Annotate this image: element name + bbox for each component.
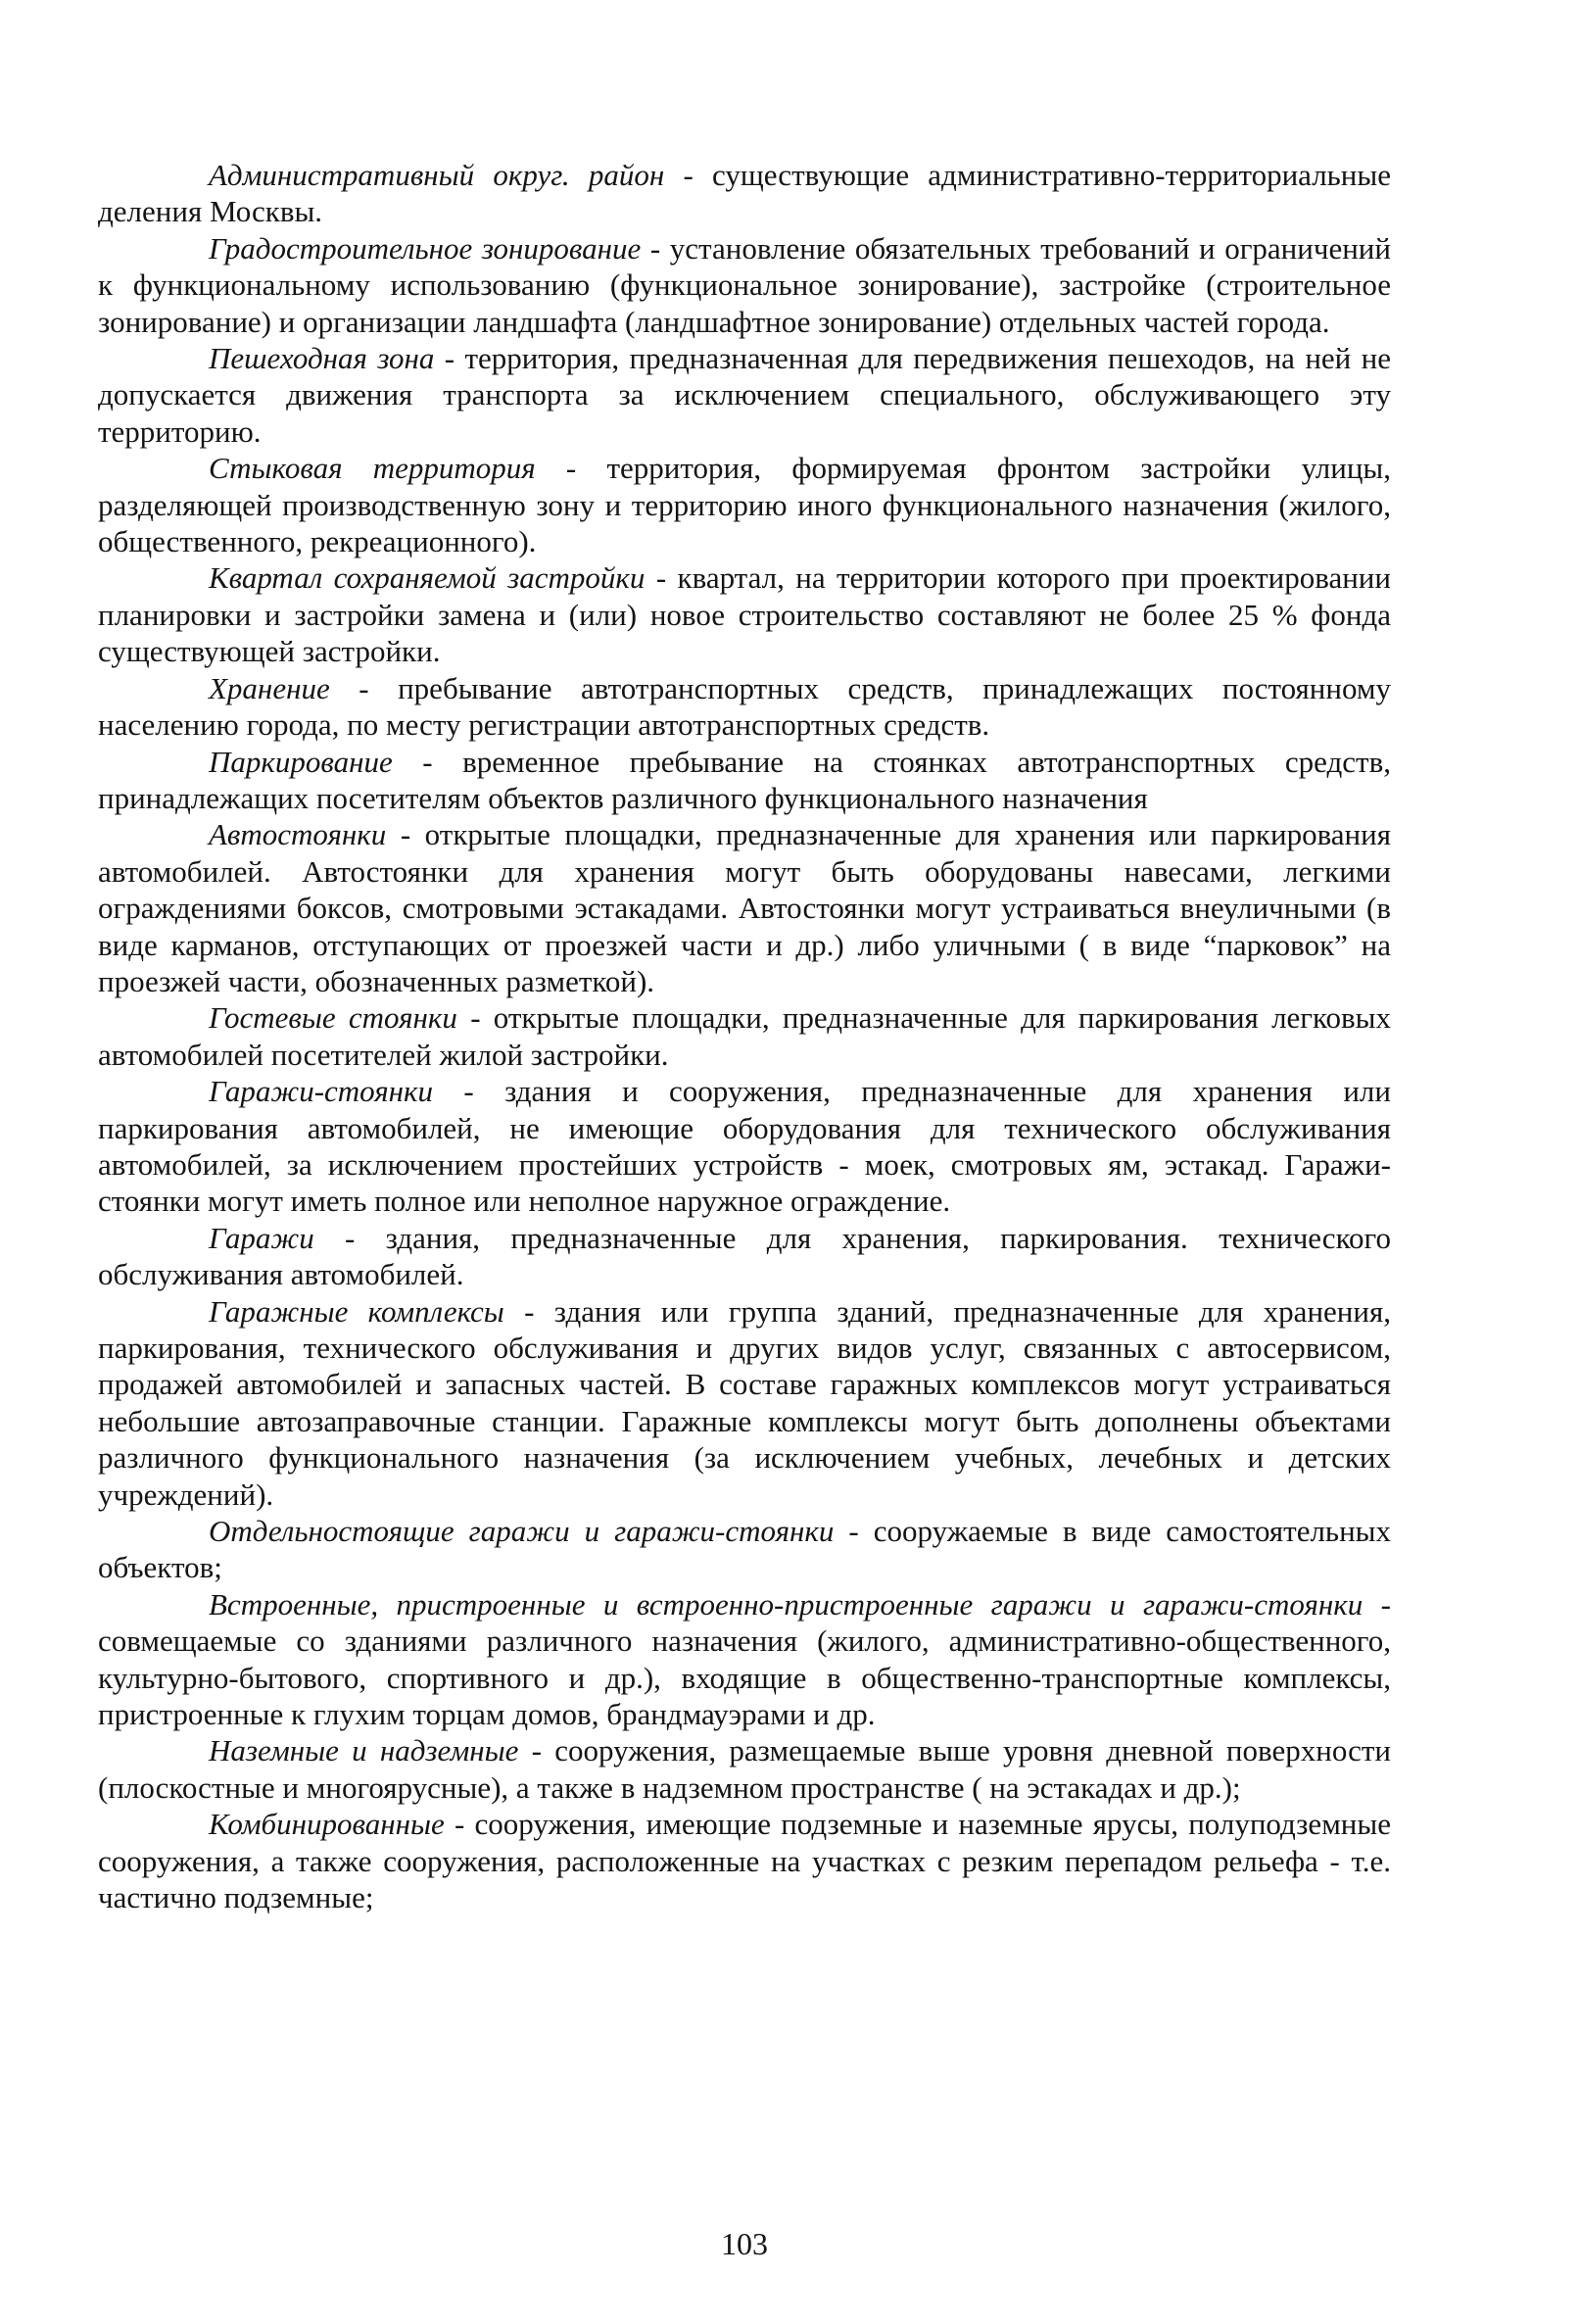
definition: - территория, формируемая фронтом застройки улицы, разделяющей производственную зону и территорию иного функционального назначения (жилого, общественного, рекреационного). (98, 451, 1391, 559)
definition: - здания, предназначенные для хранения, паркирования. технического обслуживания автомобилей. (98, 1220, 1391, 1292)
definition-entry (98, 1513, 1391, 1586)
term: Паркирование (209, 744, 393, 779)
definition: - установление обязательных требований и ограничений к функциональному использованию (функциональное зонирование), застройке (строительное зонирование) и организации ландшафта (ландшафтное зонирование) отдельных частей города. (98, 230, 1391, 339)
term: Хранение (209, 670, 330, 705)
term: Гостевые стоянки (209, 1000, 457, 1036)
definition: существующие административно-территориальные деления Москвы. (98, 158, 1391, 229)
definition: - совмещаемые со зданиями различного назначения (жилого, административно-общественного, культурно-бытового, спортивного и др.), входящие в общественно-транспортные комплексы, пристроенные к глухим торцам домов, брандмауэрами и др. (98, 1586, 1391, 1732)
definition-entry (98, 1293, 1391, 1513)
definition-entry (98, 1732, 1391, 1806)
term: Административный округ. район - (209, 158, 694, 192)
definition-entry (98, 744, 1391, 817)
term: Гаражные комплексы (209, 1293, 504, 1329)
term: Гаражи (209, 1220, 314, 1255)
definition: - квартал, на территории которого при проектировании планировки и застройки замена и (или) новое строительство составляют не более 25 % фонда существующей застройки. (98, 560, 1391, 669)
term: Стыковая территория (209, 451, 536, 486)
definition-entry (98, 1073, 1391, 1220)
definition-entry (98, 1586, 1391, 1733)
definition: - открытые площадки, предназначенные для паркирования легковых автомобилей посетителей жилой застройки. (98, 1000, 1391, 1072)
term: Встроенные, пристроенные и встроенно-пристроенные гаражи и гаражи-стоянки (209, 1586, 1364, 1622)
definition: - сооружения, имеющие подземные и наземные ярусы, полуподземные сооружения, а также сооружения, расположенные на участках с резким перепадом рельефа - т.е. частично подземные; (98, 1807, 1391, 1915)
definition: - открытые площадки, предназначенные для хранения или паркирования автомобилей. Автостоянки для хранения могут быть оборудованы навесами, легкими ограждениями боксов, смотровыми эстакадами. Автостоянки могут устраиваться внеуличными (в виде карманов, отступающих от проезжей части и др.) либо уличными ( в виде “парковок” на проезжей части, обозначенных разметкой). (98, 817, 1391, 998)
page-number: 103 (721, 2226, 768, 2261)
term: Отдельностоящие гаражи и гаражи-стоянки (209, 1514, 835, 1549)
definition-entry (98, 157, 1391, 230)
document-page (98, 157, 1391, 1916)
definition-entry (98, 559, 1391, 669)
term: Градостроительное зонирование (209, 230, 642, 266)
term: Комбинированные (209, 1807, 445, 1842)
definition-entry (98, 230, 1391, 340)
definition: - сооружаемые в виде самостоятельных объектов; (98, 1514, 1391, 1585)
term: Гаражи-стоянки (209, 1074, 434, 1109)
term: Пешеходная зона (209, 341, 435, 376)
definition: - здания и сооружения, предназначенные для хранения или паркирования автомобилей, не имеющие оборудования для технического обслуживания автомобилей, за исключением простейших устройств - моек, смотровых ям, эстакад. Гаражи-стоянки могут иметь полное или неполное наружное ограждение. (98, 1074, 1391, 1219)
definition-entry (98, 1806, 1391, 1915)
definition: - сооружения, размещаемые выше уровня дневной поверхности (плоскостные и многоярусные), а также в надземном пространстве ( на эстакадах и др.); (98, 1733, 1391, 1805)
definition: - временное пребывание на стоянках автотранспортных средств, принадлежащих посетителям объектов различного функционального назначения (98, 744, 1391, 815)
definition: - территория, предназначенная для передвижения пешеходов, на ней не допускается движения транспорта за исключением специального, обслуживающего эту территорию. (98, 341, 1392, 449)
definition-entry (98, 816, 1391, 999)
definition-entry (98, 1220, 1391, 1293)
definition: - здания или группа зданий, предназначенные для хранения, паркирования, технического обслуживания и других видов услуг, связанных с автосервисом, продажей автомобилей и запасных частей. В составе гаражных комплексов могут устраиваться небольшие автозаправочные станции. Гаражные комплексы могут быть дополнены объектами различного функционального назначения (за исключением учебных, лечебных и детских учреждений). (98, 1293, 1391, 1512)
definition-entry (98, 999, 1391, 1073)
definition-entry (98, 670, 1391, 744)
definition-entry (98, 450, 1391, 559)
term: Наземные и надземные (209, 1733, 519, 1768)
term: Автостоянки (209, 817, 387, 852)
definition-entry (98, 340, 1391, 450)
definition: - пребывание автотранспортных средств, принадлежащих постоянному населению города, по месту регистрации автотранспортных средств. (98, 670, 1391, 743)
term: Квартал сохраняемой застройки (209, 560, 646, 596)
